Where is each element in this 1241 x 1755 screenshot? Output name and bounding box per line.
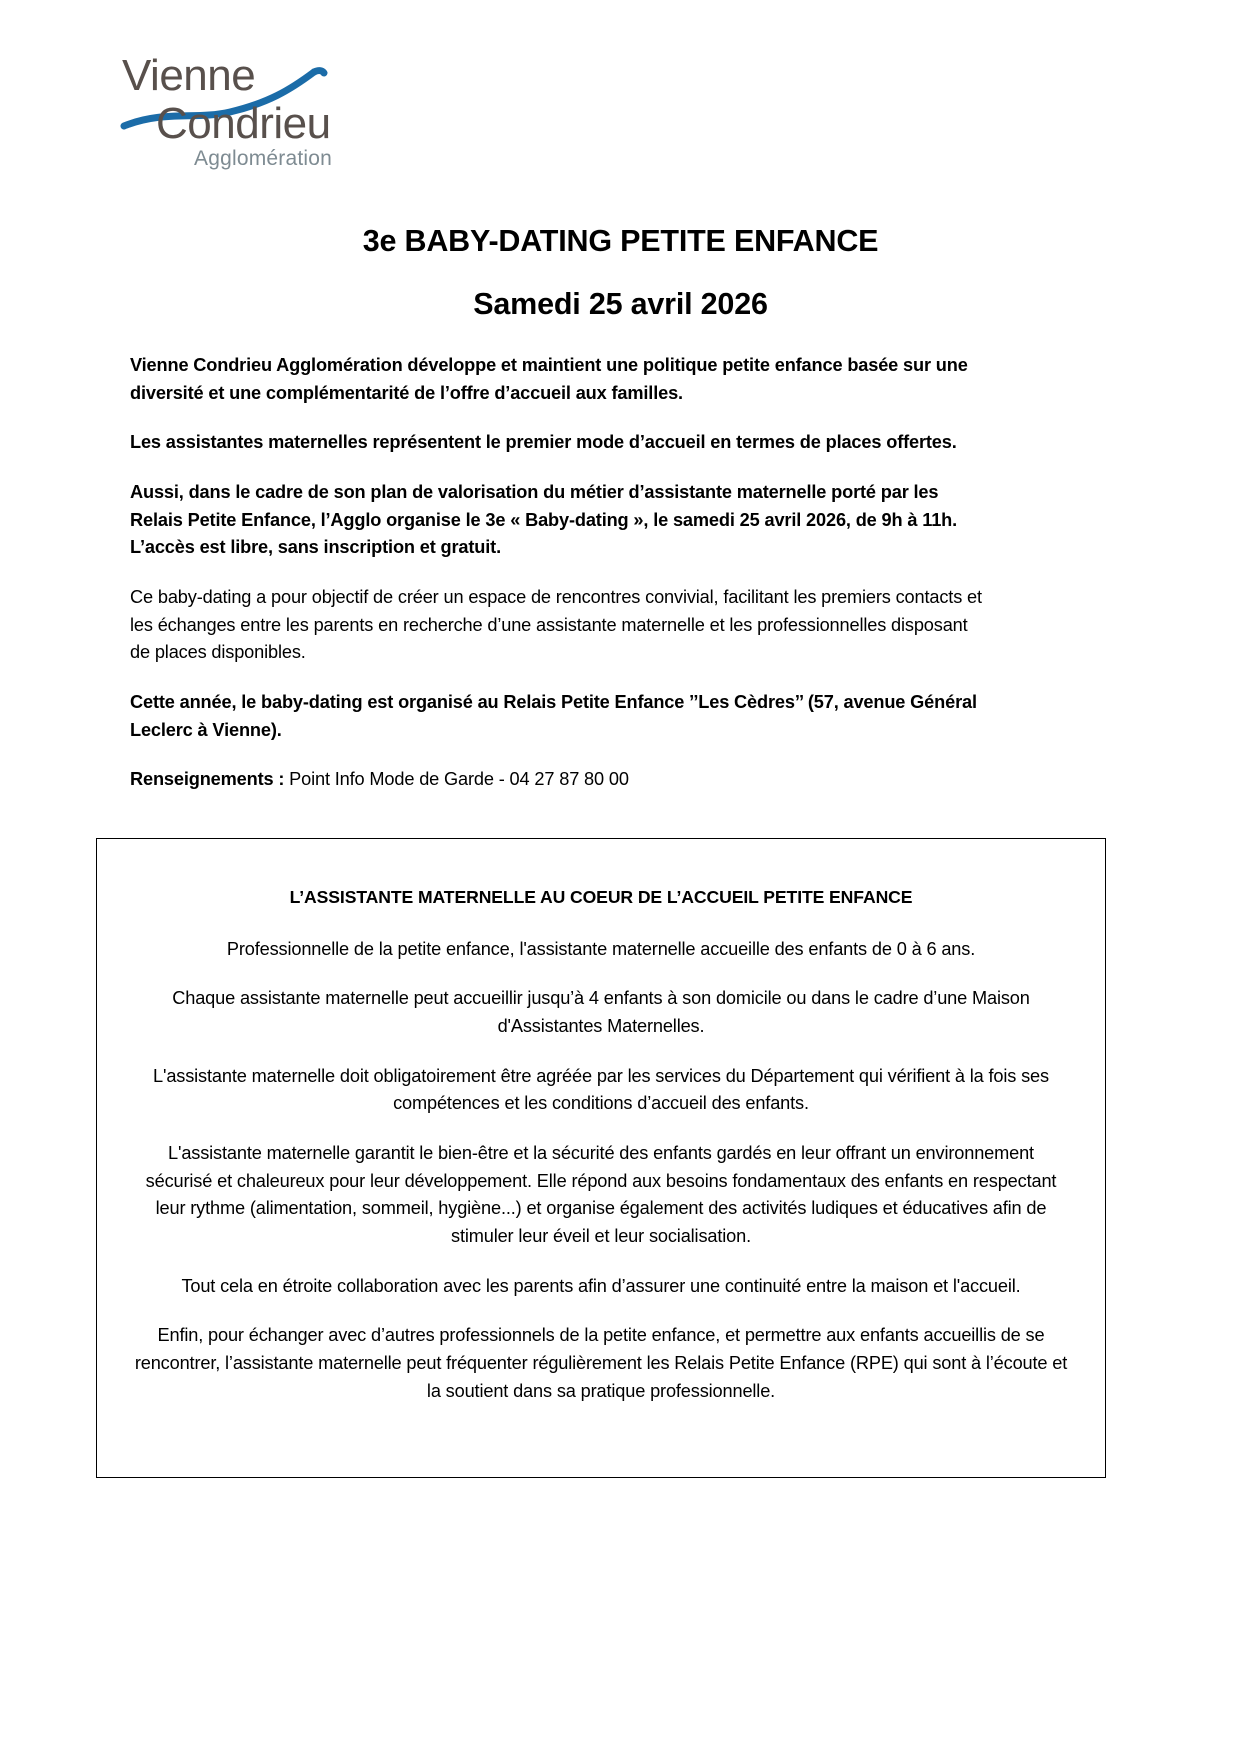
page-subtitle: Samedi 25 avril 2026 (473, 287, 768, 322)
svg-text:Agglomération: Agglomération (194, 147, 333, 170)
info-paragraph-1: Professionnelle de la petite enfance, l'assistante maternelle accueille des enfants de 0 à 6 ans. (226, 938, 976, 959)
paragraph-renseignements (130, 766, 983, 794)
paragraph-aussi: Aussi, dans le cadre de son plan de valorisation du métier d’assistante maternelle porté par les Relais Petite Enfance, l’Agglo organise le 3e « Baby-dating », le samedi 25 avril 2026, de 9h à 11h. L’accès est libre, sans inscription et gratuit. (130, 481, 958, 558)
info-box-inner (97, 839, 1105, 1405)
renseignements-value: Point Info Mode de Garde - 04 27 87 80 00 (284, 769, 629, 790)
vienne-condrieu-agglomeration-logo (118, 46, 348, 171)
info-box (96, 838, 1106, 1478)
page-title: 3e BABY-DATING PETITE ENFANCE (362, 224, 879, 258)
info-paragraph-2: Chaque assistante maternelle peut accueillir jusqu’à 4 enfants à son domicile ou dans le cadre d’une Maison d'Assistantes Maternelles. (172, 988, 1030, 1036)
info-paragraph-5: Tout cela en étroite collaboration avec les parents afin d’assurer une continuité entre la maison et l'accueil. (181, 1275, 1021, 1296)
info-paragraph-6: Enfin, pour échanger avec d’autres professionnels de la petite enfance, et permettre aux enfants accueillis de se rencontrer, l’assistante maternelle peut fréquenter régulièrement les Relais Petite Enfance (RPE) qui sont à l’écoute et la soutient dans sa pratique professionnelle. (134, 1325, 1068, 1401)
svg-text:Vienne: Vienne (122, 51, 256, 100)
info-box-heading: L’ASSISTANTE MATERNELLE AU COEUR DE L’ACCUEIL PETITE ENFANCE (289, 887, 913, 907)
paragraph-intro: Vienne Condrieu Agglomération développe et maintient une politique petite enfance basée sur une diversité et une complémentarité de l’offre d’accueil aux familles. (130, 355, 968, 403)
svg-text:Condrieu: Condrieu (156, 99, 331, 148)
info-paragraph-3: L'assistante maternelle doit obligatoirement être agréée par les services du Département qui vérifient à la fois ses compétences et les conditions d’accueil des enfants. (153, 1065, 1049, 1114)
logo-wordmark-icon (122, 51, 332, 170)
paragraph-objectif: Ce baby-dating a pour objectif de créer un espace de rencontres convivial, facilitant les premiers contacts et les échanges entre les parents en recherche d’une assistante maternelle et les professionnelles disposant de places disponibles. (130, 586, 982, 663)
paragraph-assistantes: Les assistantes maternelles représentent le premier mode d’accueil en termes de places offertes. (130, 432, 957, 453)
paragraph-lieu: Cette année, le baby-dating est organisé au Relais Petite Enfance ’’Les Cèdres’’ (57, avenue Général Leclerc à Vienne). (130, 691, 977, 740)
body-content (130, 352, 983, 794)
renseignements-label: Renseignements : (130, 769, 285, 790)
title-block (118, 222, 1123, 324)
info-paragraph-4: L'assistante maternelle garantit le bien-être et la sécurité des enfants gardés en leur offrant un environnement sécurisé et chaleureux pour leur développement. Elle répond aux besoins fondamentaux des enfants en respectant leur rythme (alimentation, sommeil, hygiène...) et organise également des activités ludiques et éducatives afin de stimuler leur éveil et leur socialisation. (145, 1142, 1057, 1246)
